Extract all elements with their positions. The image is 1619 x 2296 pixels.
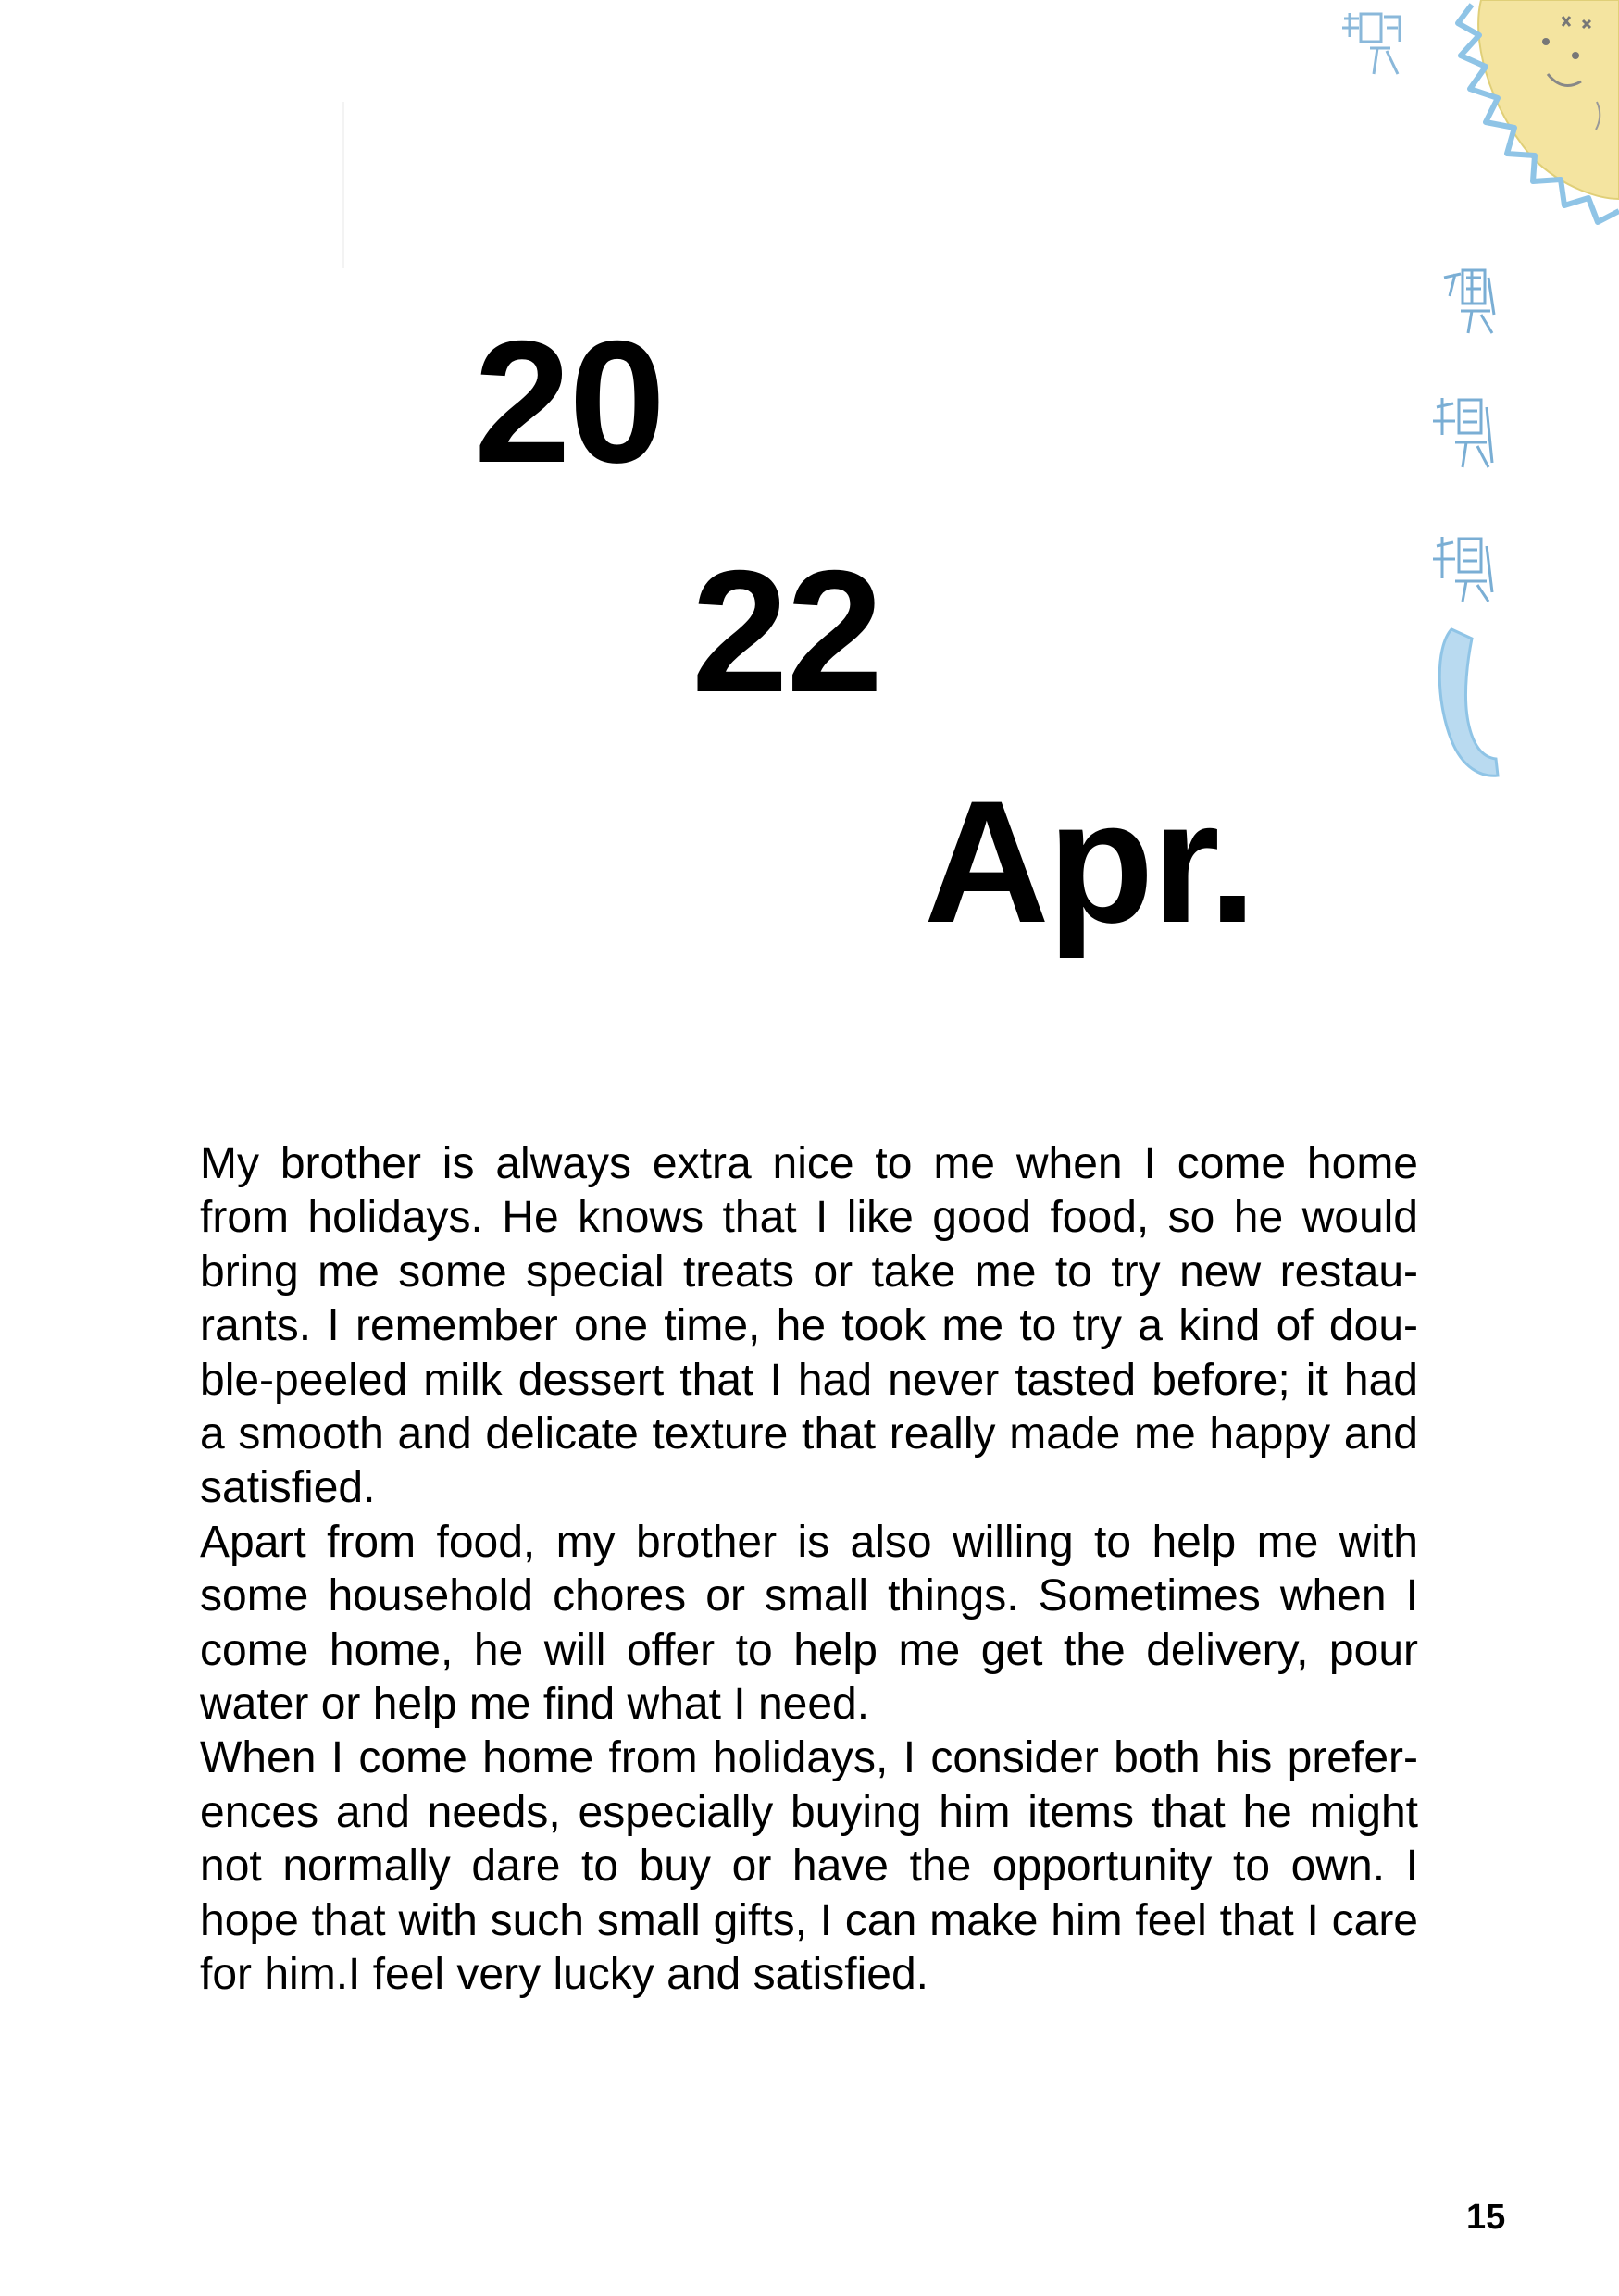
blue-crayon-figure-icon [1439, 629, 1498, 776]
page-number: 15 [1466, 2198, 1506, 2237]
journal-body-text [200, 1137, 1418, 2003]
handwritten-glyph-3-icon [1433, 398, 1492, 467]
date-year-first-half: 20 [474, 304, 665, 499]
sun-eye-right-icon [1572, 52, 1579, 59]
date-year-second-half: 22 [691, 534, 882, 728]
date-month: Apr. [924, 764, 1255, 959]
paragraph-2: Apart from food, my brother is also willing to help me with some household chores or small things. Sometimes when I come home, he will offer to help me get the delivery, pour water or help me find what I need. [200, 1517, 1418, 1730]
handwritten-glyph-2-icon [1444, 270, 1494, 333]
handwritten-glyph-4-icon [1433, 537, 1492, 602]
paragraph-1: My brother is always extra nice to me when I come home from holidays. He knows that I like good food, so he would bring me some special treats or take me to try new restaurants. I remember one time, he took me to try a kind of double-peeled milk dessert that I had never tasted before; it had a smooth and delicate texture that really made me happy and satisfied. [200, 1139, 1418, 1513]
paragraph-3: When I come home from holidays, I consider both his preferences and needs, especially buying him items that he might not normally dare to buy or have the opportunity to own. I hope that with such small gifts, I can make him feel that I care for him.I feel very lucky and satisfied. [200, 1733, 1418, 2000]
scan-artifact-line [342, 102, 344, 268]
child-drawing-sun-and-characters-icon [1333, 0, 1619, 814]
handwritten-glyph-1-icon [1342, 13, 1400, 74]
sun-eye-left-icon [1542, 38, 1550, 45]
